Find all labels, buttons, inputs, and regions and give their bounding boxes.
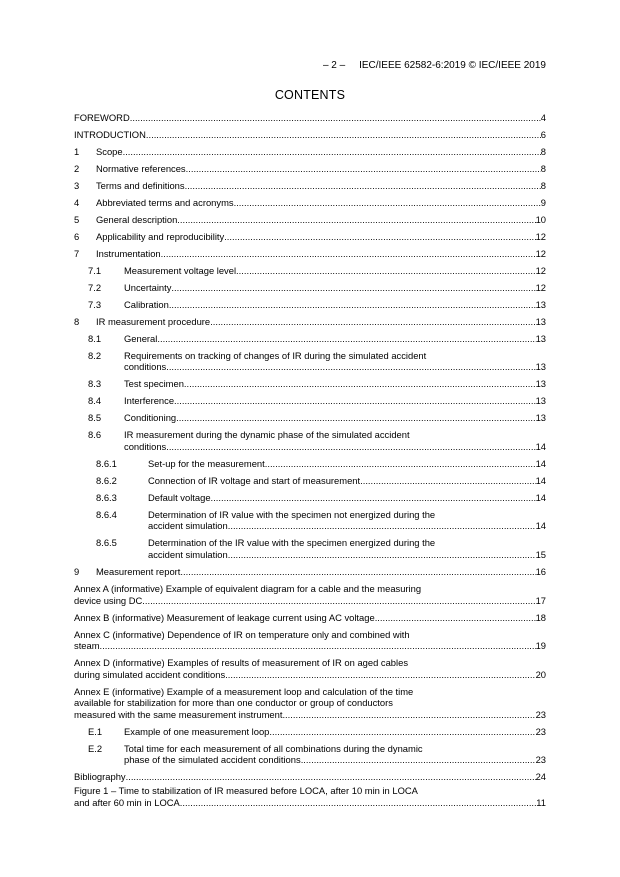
toc-entry-abbreviated-terms[interactable]	[74, 197, 546, 209]
toc-label: Determination of the IR value with the specimen energized during the	[148, 537, 436, 549]
toc-entry-bibliography[interactable]	[74, 771, 546, 783]
toc-page: 23	[535, 708, 546, 720]
dot-leader	[176, 412, 535, 424]
toc-label-continued: measured with the same measurement instrument	[74, 708, 283, 720]
page-header: – 2 – IEC/IEEE 62582-6:2019 © IEC/IEEE 2019	[322, 60, 546, 71]
toc-label: Instrumentation	[96, 247, 161, 259]
toc-label: Test specimen	[124, 378, 184, 390]
toc-number: 7.3	[88, 298, 102, 310]
dot-leader	[123, 146, 541, 158]
toc-label: Uncertainty	[124, 281, 172, 293]
toc-number: 3	[74, 179, 80, 191]
dot-leader	[130, 112, 541, 124]
toc-entry-annex-b[interactable]	[74, 612, 546, 624]
toc-page: 15	[535, 549, 546, 561]
toc-entry-setup[interactable]	[74, 458, 546, 470]
toc-label: Annex E (informative) Example of a measurement loop and calculation of the time	[74, 685, 414, 697]
toc-number: 8.2	[88, 349, 102, 361]
toc-page: 17	[535, 594, 546, 606]
toc-number: 2	[74, 162, 80, 174]
toc-number: E.2	[88, 742, 103, 754]
toc-entry-normative-references[interactable]	[74, 163, 546, 175]
toc-label: Bibliography	[74, 771, 126, 783]
toc-number: 7.1	[88, 264, 102, 276]
toc-label-continued: conditions	[124, 440, 167, 452]
toc-label-continued: accident simulation	[148, 520, 228, 532]
figure-label-continued: and after 60 min in LOCA	[74, 796, 180, 808]
toc-entry-test-specimen[interactable]	[74, 378, 546, 390]
toc-label-continued: accident simulation	[148, 549, 228, 561]
dot-leader	[126, 771, 536, 783]
figure-label: Figure 1 – Time to stabilization of IR measured before LOCA, after 10 min in LOCA	[74, 785, 418, 796]
dot-leader	[180, 566, 535, 578]
toc-entry-requirements-tracking[interactable]	[74, 350, 546, 373]
toc-number: 8.6	[88, 429, 102, 441]
toc-number: 8.4	[88, 395, 102, 407]
dot-leader	[177, 214, 535, 226]
toc-label: Requirements on tracking of changes of IR during the simulated accident	[124, 349, 427, 361]
toc-number: 8.1	[88, 332, 102, 344]
toc-entry-ir-measurement-procedure[interactable]	[74, 316, 546, 328]
toc-label: Default voltage	[148, 491, 211, 503]
dot-leader	[161, 248, 536, 260]
toc-page: 23	[535, 725, 546, 737]
dot-leader	[186, 163, 541, 175]
toc-page: 14	[535, 520, 546, 532]
toc-label: Scope	[96, 145, 123, 157]
toc-entry-annex-d[interactable]	[74, 657, 546, 680]
dot-leader	[166, 441, 535, 453]
toc-page: 6	[540, 128, 546, 140]
toc-entry-ir-dynamic-phase[interactable]	[74, 429, 546, 452]
toc-page: 14	[535, 491, 546, 503]
toc-page: 18	[535, 611, 546, 623]
toc-number: 8.5	[88, 412, 102, 424]
dot-leader	[180, 797, 536, 809]
toc-label: Conditioning	[124, 412, 177, 424]
toc-label: Connection of IR voltage and start of measurement	[148, 474, 361, 486]
dot-leader	[265, 458, 536, 470]
toc-label: Measurement report	[96, 566, 181, 577]
dot-leader	[228, 549, 536, 561]
toc-entry-annex-e[interactable]	[74, 686, 546, 721]
toc-entry-e1[interactable]	[74, 726, 546, 738]
toc-page: 13	[535, 298, 546, 310]
toc-page: 24	[535, 771, 546, 783]
toc-page: 16	[535, 566, 546, 577]
dot-leader	[210, 316, 535, 328]
toc-label-continued: conditions	[124, 361, 167, 373]
toc-entry-default-voltage[interactable]	[74, 492, 546, 504]
toc-page: 14	[535, 440, 546, 452]
toc-page: 13	[535, 315, 546, 327]
toc-label: Annex A (informative) Example of equivalent diagram for a cable and the measuring	[74, 582, 422, 594]
dot-leader	[224, 231, 535, 243]
toc-page: 9	[540, 196, 546, 208]
toc-label: General	[124, 332, 158, 344]
dot-leader	[184, 378, 536, 390]
dot-leader	[169, 299, 536, 311]
dot-leader	[157, 333, 535, 345]
toc-page: 20	[535, 668, 546, 680]
toc-label: Abbreviated terms and acronyms	[96, 196, 234, 208]
toc-page: 23	[535, 754, 546, 766]
toc-label-continued: available for stabilization for more than one conductor or group of conductors	[74, 697, 393, 709]
toc-entry-measurement-voltage-level[interactable]	[74, 265, 546, 277]
contents-title: CONTENTS	[274, 88, 346, 102]
toc-number: 4	[74, 196, 80, 208]
toc-number: 5	[74, 213, 80, 225]
toc-page: 14	[535, 457, 546, 469]
toc-label-continued: phase of the simulated accident conditions	[124, 754, 301, 766]
toc-number: 8.6.5	[96, 537, 117, 549]
toc-entry-ir-energized[interactable]	[74, 537, 546, 560]
toc-label: IR measurement during the dynamic phase of the simulated accident	[124, 429, 410, 441]
toc-label: Determination of IR value with the specimen not energized during the	[148, 508, 436, 520]
toc-entry-applicability[interactable]	[74, 231, 546, 243]
toc-label-continued: device using DC	[74, 594, 143, 606]
toc-label: Annex D (informative) Examples of results of measurement of IR on aged cables	[74, 657, 409, 669]
dot-leader	[211, 492, 536, 504]
toc-entry-instrumentation[interactable]	[74, 248, 546, 260]
dot-leader	[166, 361, 535, 373]
toc-label: Annex C (informative) Dependence of IR on temperature only and combined with	[74, 628, 410, 640]
toc-label: Applicability and reproducibility	[96, 230, 225, 242]
toc-page: 13	[535, 395, 546, 407]
toc-entry-interference[interactable]	[74, 395, 546, 407]
toc-page: 8	[540, 162, 546, 174]
toc-entry-uncertainty[interactable]	[74, 282, 546, 294]
dot-leader	[236, 265, 536, 277]
toc-label: General description	[96, 213, 178, 225]
toc-page: 13	[535, 361, 546, 373]
dot-leader	[360, 475, 535, 487]
dot-leader	[185, 180, 541, 192]
list-of-figures	[74, 785, 546, 814]
dot-leader	[301, 754, 536, 766]
toc-label: FOREWORD	[74, 112, 130, 123]
toc-page: 10	[535, 213, 546, 225]
toc-page: 12	[535, 247, 546, 259]
dot-leader	[269, 726, 535, 738]
toc-page: 13	[535, 412, 546, 424]
toc-page: 12	[535, 264, 546, 276]
toc-label: Terms and definitions	[96, 179, 185, 191]
toc-label: IR measurement procedure	[96, 315, 211, 327]
toc-number: 8	[74, 315, 80, 327]
figure-page: 11	[536, 796, 546, 808]
toc-entry-e2[interactable]	[74, 743, 546, 766]
table-of-contents	[74, 112, 546, 788]
toc-entry-terms-and-definitions[interactable]	[74, 180, 546, 192]
dot-leader	[171, 282, 535, 294]
toc-entry-connection-ir-voltage[interactable]	[74, 475, 546, 487]
dot-leader	[234, 197, 541, 209]
toc-entry-general[interactable]	[74, 333, 546, 345]
toc-page: 13	[535, 378, 546, 390]
toc-number: 1	[74, 145, 80, 157]
toc-label: Measurement voltage level	[124, 264, 237, 276]
toc-number: 8.6.4	[96, 508, 117, 520]
toc-label: Annex B (informative) Measurement of leakage current using AC voltage	[74, 611, 375, 623]
toc-number: 7.2	[88, 281, 102, 293]
dot-leader	[375, 612, 536, 624]
toc-label: Normative references	[96, 162, 186, 174]
toc-page: 13	[535, 332, 546, 344]
dot-leader	[100, 640, 536, 652]
toc-label: Calibration	[124, 298, 169, 310]
toc-number: 7	[74, 247, 80, 259]
toc-number: E.1	[88, 725, 103, 737]
toc-page: 19	[535, 640, 546, 652]
toc-page: 8	[540, 145, 546, 157]
toc-entry-conditioning[interactable]	[74, 412, 546, 424]
toc-entry-annex-a[interactable]	[74, 583, 546, 606]
toc-entry-general-description[interactable]	[74, 214, 546, 226]
toc-number: 9	[74, 566, 80, 577]
toc-page: 12	[535, 281, 546, 293]
toc-page: 12	[535, 230, 546, 242]
toc-label: INTRODUCTION	[74, 128, 146, 140]
toc-page: 8	[540, 179, 546, 191]
toc-label: Set-up for the measurement	[148, 457, 265, 469]
toc-label: Total time for each measurement of all combinations during the dynamic	[124, 742, 423, 754]
toc-label-continued: during simulated accident conditions	[74, 668, 226, 680]
toc-page: 4	[540, 112, 546, 123]
toc-entry-calibration[interactable]	[74, 299, 546, 311]
dot-leader	[146, 129, 541, 141]
toc-entry-measurement-report[interactable]	[74, 566, 546, 578]
toc-entry-foreword[interactable]	[74, 112, 546, 124]
dot-leader	[142, 595, 535, 607]
toc-number: 6	[74, 230, 80, 242]
toc-number: 8.3	[88, 378, 102, 390]
toc-number: 8.6.2	[96, 474, 117, 486]
toc-entry-annex-c[interactable]	[74, 629, 546, 652]
figure-entry-1[interactable]	[74, 785, 546, 808]
toc-entry-ir-not-energized[interactable]	[74, 509, 546, 532]
toc-entry-introduction[interactable]	[74, 129, 546, 141]
toc-label: Example of one measurement loop	[124, 725, 270, 737]
toc-number: 8.6.1	[96, 457, 117, 469]
dot-leader	[225, 669, 535, 681]
dot-leader	[174, 395, 536, 407]
dot-leader	[282, 709, 535, 721]
toc-number: 8.6.3	[96, 491, 117, 503]
toc-label-continued: steam	[74, 640, 100, 652]
toc-label: Interference	[124, 395, 175, 407]
toc-entry-scope[interactable]	[74, 146, 546, 158]
dot-leader	[228, 520, 536, 532]
toc-page: 14	[535, 474, 546, 486]
